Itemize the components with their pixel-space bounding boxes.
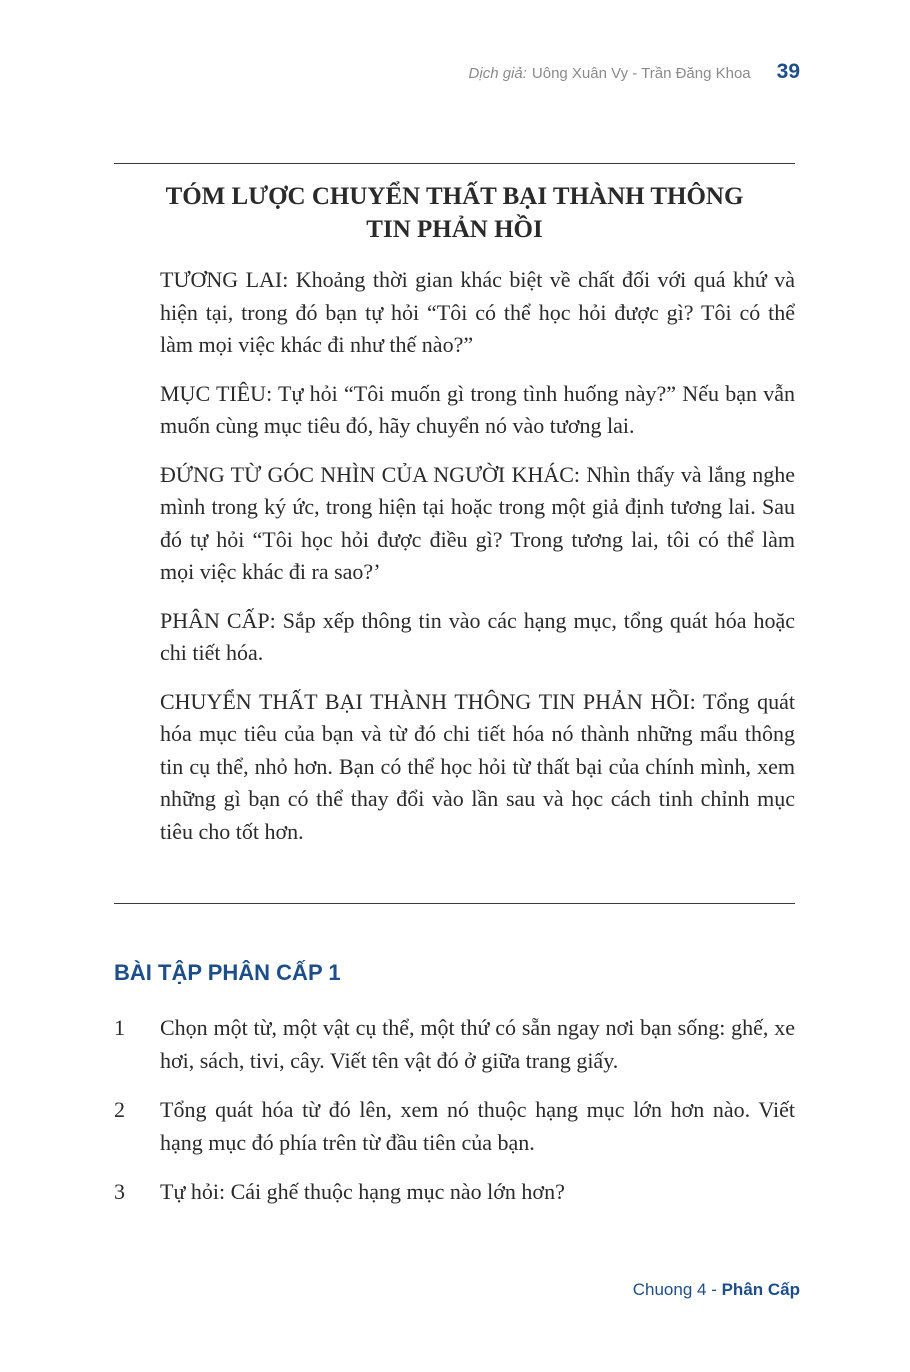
step-number: 2 [114,1097,125,1122]
summary-paragraph-chunking: PHÂN CẤP: Sắp xếp thông tin vào các hạng mục, tổng quát hóa hoặc chi tiết hóa. [160,607,795,665]
summary-title [114,180,795,246]
step-text: Chọn một từ, một vật cụ thể, một thứ có sẵn ngay nơi bạn sống: ghế, xe hơi, sách, tivi, cây. Viết tên vật đó ở giữa trang giấy. [160,1015,795,1073]
list-item [114,1176,795,1209]
summary-paragraph-perspective: ĐỨNG TỪ GÓC NHÌN CỦA NGƯỜI KHÁC: Nhìn thấy và lắng nghe mình trong ký ức, trong hiện tại hoặc trong một giả định tương lai. Sau đó tự hỏi “Tôi học hỏi được điều gì? Trong tương lai, tôi có thể làm mọi việc khác đi ra sao?’ [160,461,795,584]
summary-paragraph-goal: MỤC TIÊU: Tự hỏi “Tôi muốn gì trong tình huống này?” Nếu bạn vẫn muốn cùng mục tiêu đó, hãy chuyển nó vào tương lai. [160,380,795,438]
exercise-title: BÀI TẬP PHÂN CẤP 1 [114,960,341,985]
summary-title-line-1: TÓM LƯỢC CHUYỂN THẤT BẠI THÀNH THÔNG [165,183,744,210]
page-number: 39 [776,60,800,83]
translator-role: Dịch giả: [468,65,527,82]
step-text: Tự hỏi: Cái ghế thuộc hạng mục nào lớn hơn? [160,1179,565,1204]
footer-chapter: Chuong 4 - [632,1280,722,1299]
summary-bottom-rule [114,903,795,904]
translator-names: Uông Xuân Vy - Trần Đăng Khoa [531,65,751,82]
step-number: 3 [114,1179,125,1204]
summary-paragraph-future: TƯƠNG LAI: Khoảng thời gian khác biệt về chất đối với quá khứ và hiện tại, trong đó bạn tự hỏi “Tôi có thể học hỏi được gì? Tôi có thể làm mọi việc khác đi như thế nào?” [160,267,795,357]
running-header [469,60,800,84]
list-item [114,1012,795,1077]
summary-box [160,264,795,864]
summary-top-rule [114,163,795,164]
step-text: Tổng quát hóa từ đó lên, xem nó thuộc hạng mục lớn hơn nào. Viết hạng mục đó phía trên từ đầu tiên của bạn. [160,1097,795,1155]
step-number: 1 [114,1015,125,1040]
running-footer [633,1280,800,1300]
summary-paragraph-feedback: CHUYỂN THẤT BẠI THÀNH THÔNG TIN PHẢN HỒI: Tổng quát hóa mục tiêu của bạn và từ đó chi tiết hóa nó thành những mẩu thông tin cụ thể, nhỏ hơn. Bạn có thể học hỏi từ thất bại của chính mình, xem những gì bạn có thể thay đổi vào lần sau và học cách tinh chỉnh mục tiêu cho tốt hơn. [160,688,795,844]
exercise-steps [114,1012,795,1226]
footer-chapter-title: Phân Cấp [721,1280,800,1299]
list-item [114,1094,795,1159]
summary-title-line-2: TIN PHẢN HỒI [366,216,543,243]
